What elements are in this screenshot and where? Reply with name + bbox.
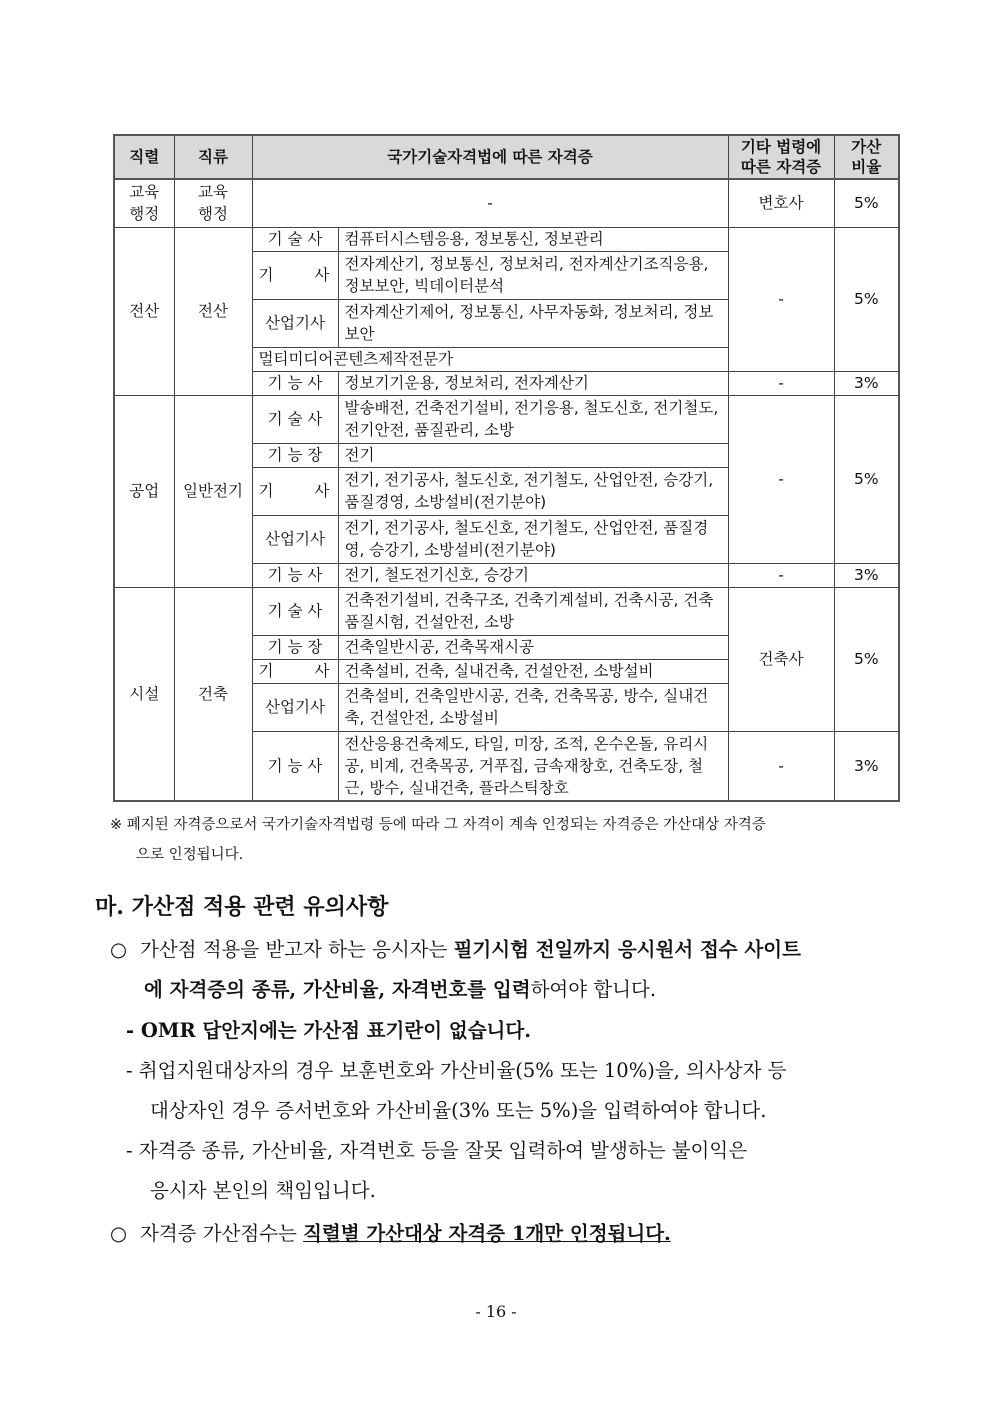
other-cert-cell: - <box>728 371 834 395</box>
other-cert-cell: - <box>728 563 834 587</box>
jikryu-cell: 전산 <box>174 227 252 395</box>
dash-item-veteran: - 취업지원대상자의 경우 보훈번호와 가산비율(5% 또는 10%)을, 의사상자 등 대상자인 경우 증서번호와 가산비율(3% 또는 5%)을 입력하여야 합니다. <box>126 1059 787 1122</box>
cert-list-cell: 멀티미디어콘텐츠제작전문가 <box>252 347 728 371</box>
table-row <box>114 395 899 443</box>
cert-list-cell: 발송배전, 건축전기설비, 전기응용, 철도신호, 전기철도, 전기안전, 품질관리, 소방 <box>338 395 728 443</box>
table-row <box>114 587 899 635</box>
national-cert-cell: - <box>252 179 728 227</box>
level-cell: 산업기사 <box>252 515 338 563</box>
other-cert-cell: 건축사 <box>728 587 834 731</box>
level-cell: 산업기사 <box>252 299 338 347</box>
cert-list-cell: 전자계산기제어, 정보통신, 사무자동화, 정보처리, 정보보안 <box>338 299 728 347</box>
level-cell: 기 능 장 <box>252 635 338 659</box>
dash-item-omr: - OMR 답안지에는 가산점 표기란이 없습니다. <box>126 1019 531 1042</box>
level-cell: 기 능 사 <box>252 371 338 395</box>
jikryu-cell: 일반전기 <box>174 395 252 587</box>
header-jikryeol: 직렬 <box>114 135 174 179</box>
rate-cell: 5% <box>834 395 899 563</box>
cert-list-cell: 전기, 전기공사, 철도신호, 전기철도, 산업안전, 품질경영, 승강기, 소방설비(전기분야) <box>338 515 728 563</box>
cert-list-cell: 건축일반시공, 건축목재시공 <box>338 635 728 659</box>
level-cell: 기 술 사 <box>252 587 338 635</box>
level-cell: 기 능 장 <box>252 443 338 467</box>
other-cert-cell: - <box>728 395 834 563</box>
cert-list-cell: 전기, 전기공사, 철도신호, 전기철도, 산업안전, 승강기, 품질경영, 소방설비(전기분야) <box>338 467 728 515</box>
jikryeol-cell: 전산 <box>114 227 174 395</box>
cert-list-cell: 전기 <box>338 443 728 467</box>
cert-list-cell: 전자계산기, 정보통신, 정보처리, 전자계산기조직응용, 정보보안, 빅데이터분석 <box>338 251 728 299</box>
cert-list-cell: 정보기기운용, 정보처리, 전자계산기 <box>338 371 728 395</box>
circle-bullet: ○ <box>110 1222 128 1245</box>
rate-cell: 3% <box>834 371 899 395</box>
level-cell: 기 능 사 <box>252 563 338 587</box>
level-cell: 산업기사 <box>252 683 338 731</box>
section-title: 마. 가산점 적용 관련 유의사항 <box>95 894 389 920</box>
jikryeol-cell: 시설 <box>114 587 174 801</box>
certificate-table <box>113 134 900 802</box>
table-footnote: ※ 폐지된 자격증으로서 국가기술자격법령 등에 따라 그 자격이 계속 인정되는 자격증은 가산대상 자격증 으로 인정됩니다. <box>110 817 766 863</box>
header-rate: 가산 비율 <box>834 135 899 179</box>
other-cert-cell: - <box>728 731 834 801</box>
rate-cell: 5% <box>834 227 899 371</box>
level-cell: 기 술 사 <box>252 395 338 443</box>
dash-item-responsibility: - 자격증 종류, 가산비율, 자격번호 등을 잘못 입력하여 발생하는 불이익은 응시자 본인의 책임입니다. <box>126 1139 748 1202</box>
rate-cell: 3% <box>834 563 899 587</box>
cert-list-cell: 전산응용건축제도, 타일, 미장, 조적, 온수온돌, 유리시공, 비계, 건축목공, 거푸집, 금속재창호, 건축도장, 철근, 방수, 실내건축, 플라스틱창호 <box>338 731 728 801</box>
rate-cell: 3% <box>834 731 899 801</box>
level-cell: 기 사 <box>252 659 338 683</box>
header-national-cert: 국가기술자격법에 따른 자격증 <box>252 135 728 179</box>
rate-cell: 5% <box>834 587 899 731</box>
other-cert-cell: 변호사 <box>728 179 834 227</box>
cert-list-cell: 컴퓨터시스템응용, 정보통신, 정보관리 <box>338 227 728 251</box>
header-jikryu: 직류 <box>174 135 252 179</box>
cert-list-cell: 건축설비, 건축일반시공, 건축, 건축목공, 방수, 실내건축, 건설안전, 소방설비 <box>338 683 728 731</box>
jikryeol-cell: 교육 행정 <box>114 179 174 227</box>
level-cell: 기 사 <box>252 251 338 299</box>
page-number: - 16 - <box>475 1302 517 1321</box>
jikryeol-cell: 공업 <box>114 395 174 587</box>
table-row <box>114 227 899 251</box>
cert-list-cell: 건축설비, 건축, 실내건축, 건설안전, 소방설비 <box>338 659 728 683</box>
circle-bullet: ○ <box>110 938 128 961</box>
paragraph-bullet: ○ 가산점 적용을 받고자 하는 응시자는 필기시험 전일까지 응시원서 접수 사이트 에 자격증의 종류, 가산비율, 자격번호를 입력하여야 합니다. <box>110 930 900 1010</box>
rate-cell: 5% <box>834 179 899 227</box>
cert-list-cell: 전기, 철도전기신호, 승강기 <box>338 563 728 587</box>
level-cell: 기 술 사 <box>252 227 338 251</box>
level-cell: 기 능 사 <box>252 731 338 801</box>
cert-list-cell: 건축전기설비, 건축구조, 건축기계설비, 건축시공, 건축품질시험, 건설안전, 소방 <box>338 587 728 635</box>
level-cell: 기 사 <box>252 467 338 515</box>
header-other-cert: 기타 법령에 따른 자격증 <box>728 135 834 179</box>
jikryu-cell: 건축 <box>174 587 252 801</box>
other-cert-cell: - <box>728 227 834 371</box>
table-row <box>114 179 899 227</box>
jikryu-cell: 교육 행정 <box>174 179 252 227</box>
paragraph-bullet: ○ 자격증 가산점수는 직렬별 가산대상 자격증 1개만 인정됩니다. <box>110 1214 900 1254</box>
